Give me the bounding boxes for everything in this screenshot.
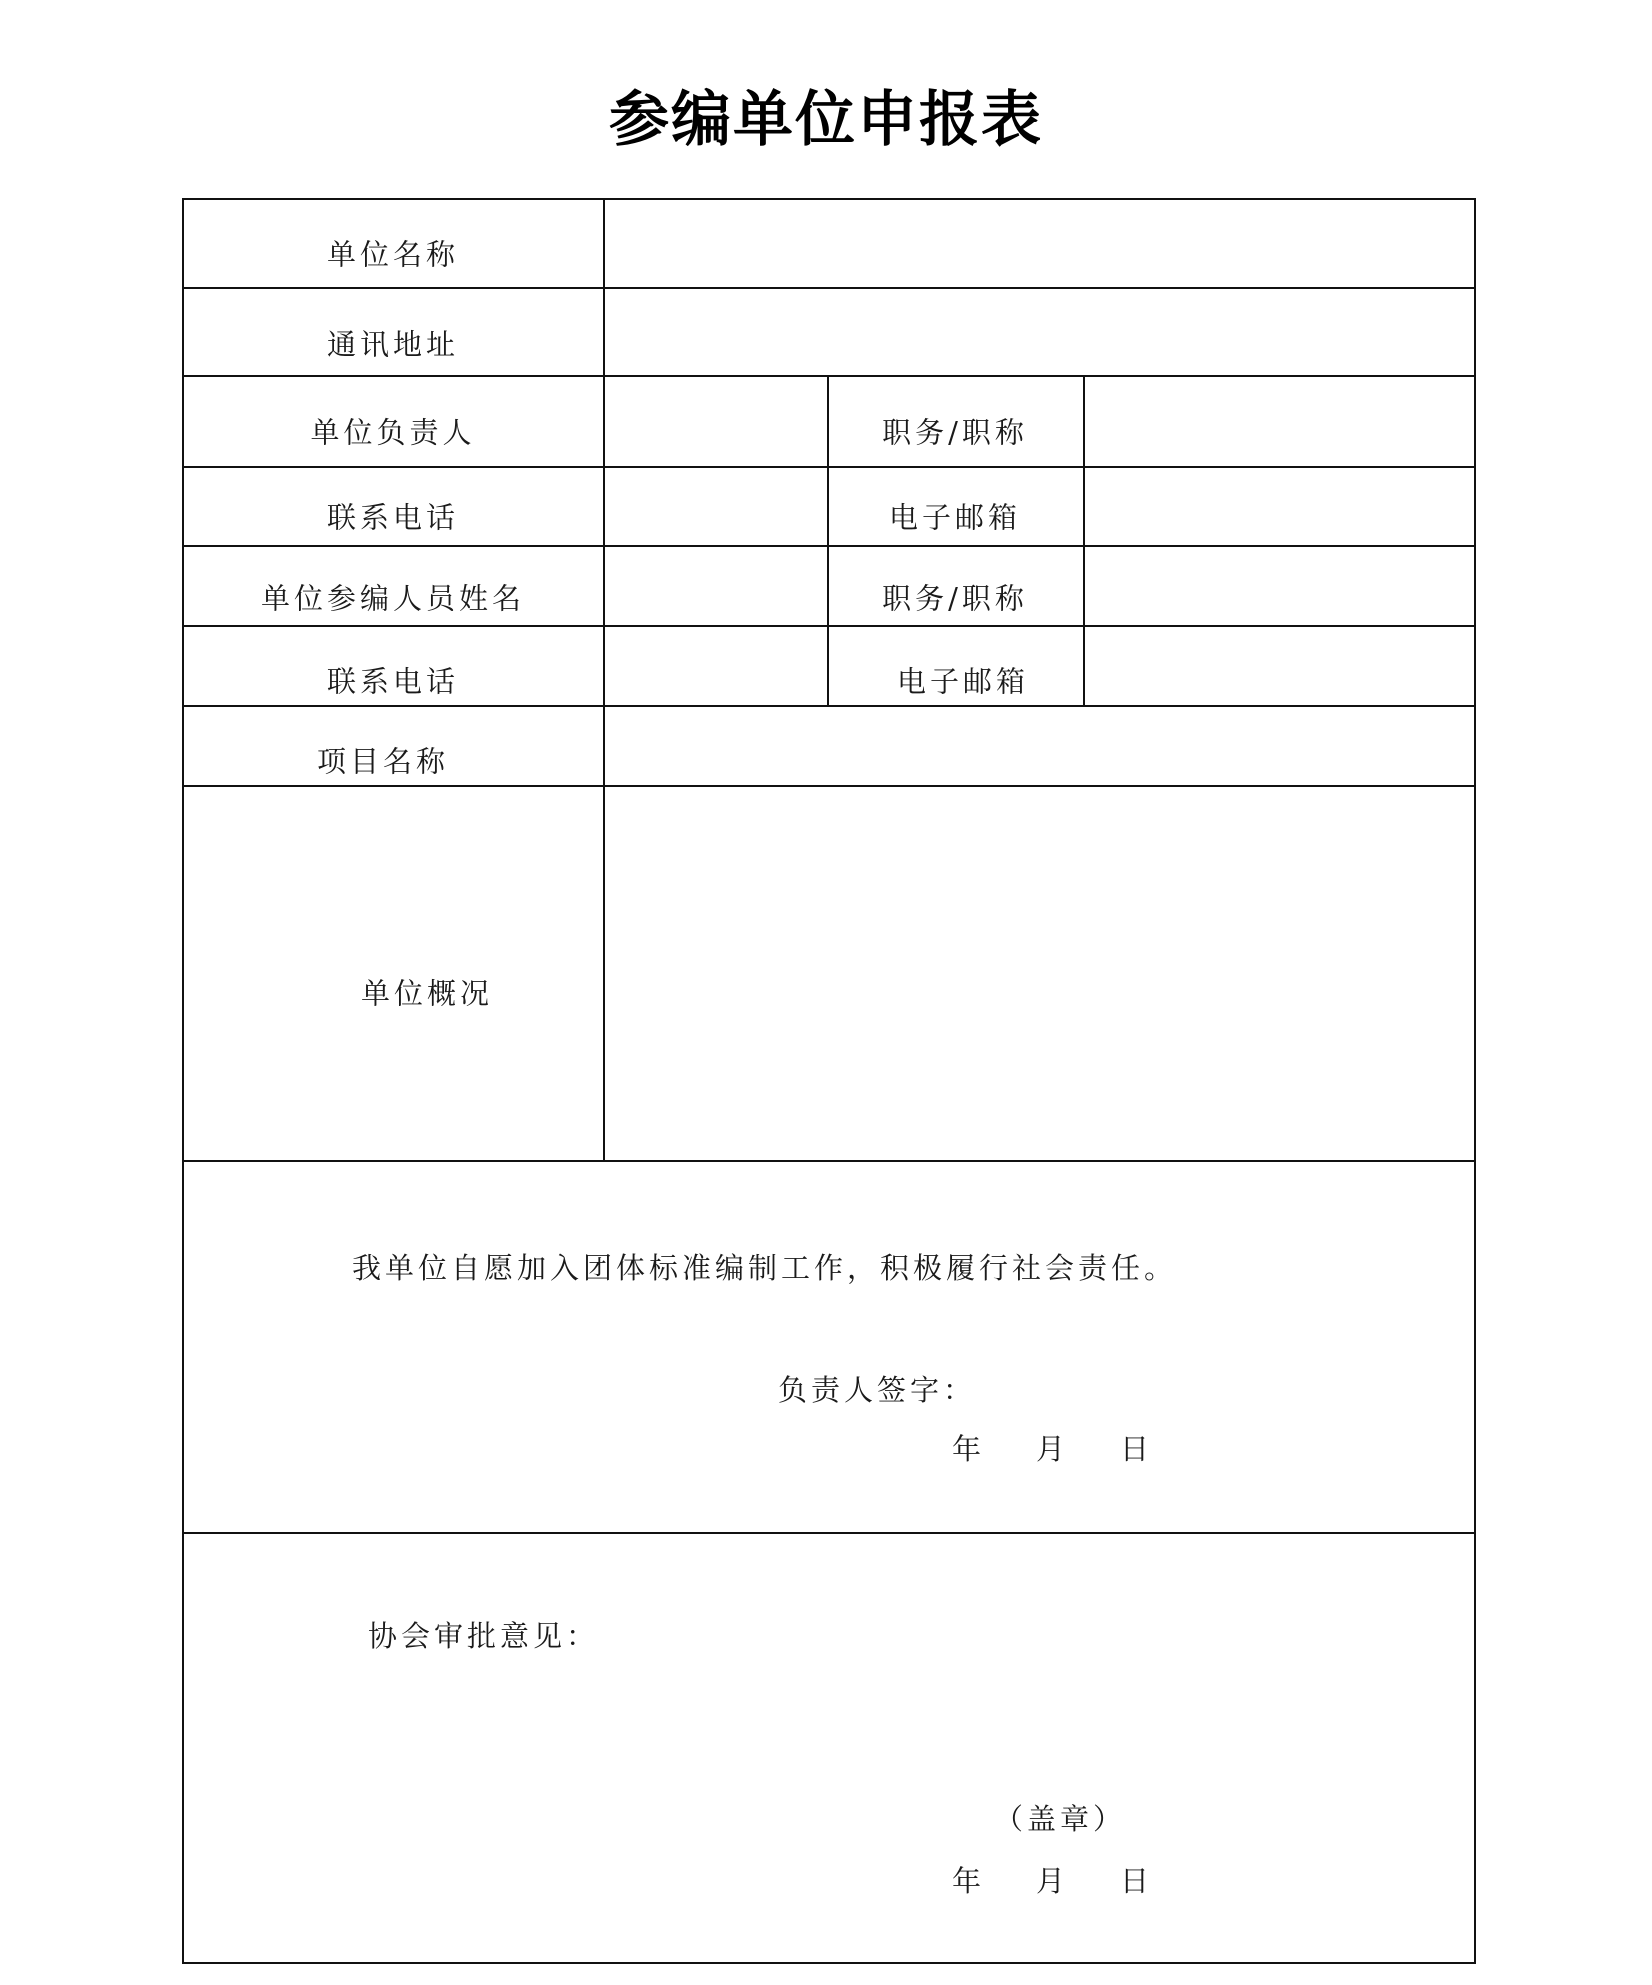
address-label: 通讯地址 [326,327,460,362]
participant-position-field[interactable] [1085,547,1476,625]
participant-email-field[interactable] [1085,627,1476,705]
row-divider [184,1160,1474,1162]
email-label: 电子邮箱 [888,500,1022,535]
date-month-label: 月 [1036,1432,1070,1466]
participant-name-field[interactable] [605,547,827,625]
unit-name-field[interactable] [605,200,1476,287]
declaration-statement: 我单位自愿加入团体标准编制工作，积极履行社会责任。 [352,1251,1178,1285]
unit-overview-field[interactable] [605,787,1476,1160]
signature-field[interactable] [964,1360,1324,1408]
address-field[interactable] [605,289,1476,375]
row-divider [184,1532,1474,1534]
unit-head-field[interactable] [605,377,827,466]
phone-label: 联系电话 [326,664,460,699]
position-label: 职务/职称 [882,581,1028,616]
project-name-field[interactable] [605,707,1476,785]
approval-opinion-field[interactable] [368,1660,1428,1780]
unit-name-label: 单位名称 [326,237,460,272]
participant-phone-field[interactable] [605,627,827,705]
date-year-label: 年 [952,1864,986,1898]
unit-head-phone-field[interactable] [605,468,827,545]
position-label: 职务/职称 [882,415,1028,450]
project-name-label: 项目名称 [316,744,450,779]
participant-name-label: 单位参编人员姓名 [260,581,526,616]
unit-head-email-field[interactable] [1085,468,1476,545]
date-day-label: 日 [1120,1864,1154,1898]
email-label: 电子邮箱 [896,664,1030,699]
form-title: 参编单位申报表 [609,85,1043,155]
seal-label: （盖章） [994,1802,1127,1836]
column-divider [827,375,829,705]
date-year-label: 年 [952,1432,986,1466]
unit-head-label: 单位负责人 [310,415,476,450]
unit-overview-label: 单位概况 [360,976,494,1011]
date-day-label: 日 [1120,1432,1154,1466]
date-month-label: 月 [1036,1864,1070,1898]
phone-label: 联系电话 [326,500,460,535]
approval-opinion-label: 协会审批意见： [368,1619,600,1653]
signature-label: 负责人签字： [778,1373,977,1407]
application-form-table [182,198,1476,1964]
unit-head-position-field[interactable] [1085,377,1476,466]
